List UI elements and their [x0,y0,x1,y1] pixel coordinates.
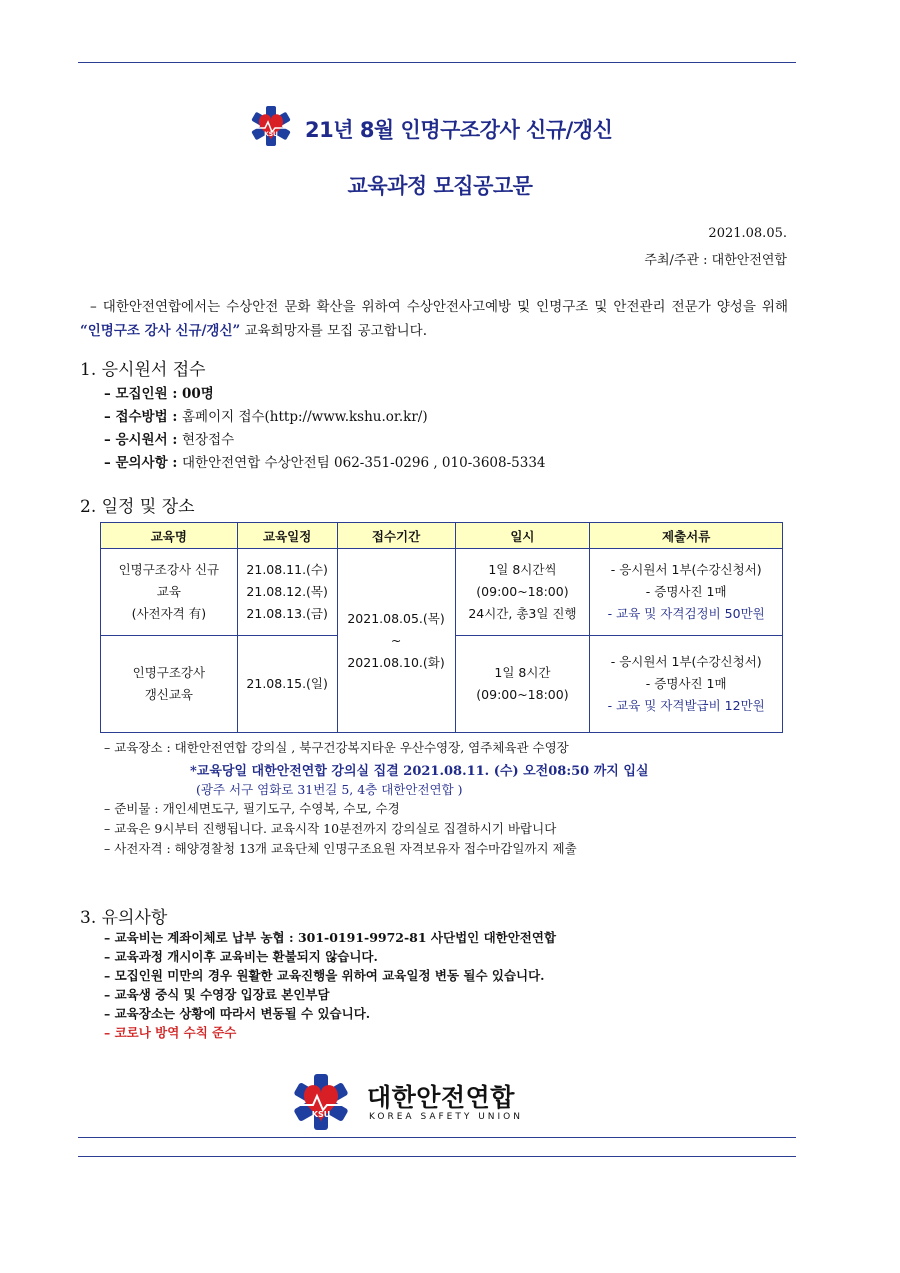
intro-paragraph [80,295,788,343]
table-header: 접수기간 [337,523,455,549]
note-gathering: *교육당일 대한안전연합 강의실 집결 2021.08.11. (수) 오전08:50 까지 입실 [190,764,649,779]
table-header: 일시 [455,523,590,549]
schedule-table [100,522,783,733]
footer-org-name: 대한안전연합 [367,1083,515,1112]
note-venue: – 교육장소 : 대한안전연합 강의실 , 북구건강복지타운 우산수영장, 염주체육관 수영장 [104,740,569,755]
note-supplies: – 준비물 : 개인세면도구, 필기도구, 수영복, 수모, 수경 [104,801,400,816]
course-dates-cell: 21.08.11.(수) 21.08.12.(목) 21.08.13.(금) [237,549,337,636]
table-header: 교육일정 [237,523,337,549]
intro-highlight: “인명구조 강사 신규/갱신” [80,323,241,339]
caution-item: – 모집인원 미만의 경우 원활한 교육진행을 위하여 교육일정 변동 될수 있습니다. [104,968,545,983]
table-header: 제출서류 [590,523,783,549]
title-block [245,104,665,146]
intro-text-before: – 대한안전연합에서는 수상안전 문화 확산을 위하여 수상안전사고예방 및 인명구조 및 안전관리 전문가 양성을 위해 [90,299,788,315]
time-cell: 1일 8시간 (09:00~18:00) [455,636,590,733]
caution-item: – 교육비는 계좌이체로 납부 농협 : 301-0191-9972-81 사단법인 대한안전연합 [104,930,557,945]
caution-item: – 교육생 중식 및 수영장 입장료 본인부담 [104,987,330,1002]
section1-item: – 문의사항 : 대한안전연합 수상안전팀 062-351-0296 , 010-3608-5334 [104,455,546,471]
note-prerequisite: – 사전자격 : 해양경찰청 13개 교육단체 인명구조요원 자격보유자 접수마감일까지 제출 [104,841,577,856]
section3-title: 3. 유의사항 [80,908,168,928]
ksu-logo-icon [285,1072,357,1132]
note-start-time: – 교육은 9시부터 진행됩니다. 교육시작 10분전까지 강의실로 집결하시기 바랍니다 [104,821,557,836]
table-row [101,549,783,636]
time-cell: 1일 8시간씩 (09:00~18:00) 24시간, 총3일 진행 [455,549,590,636]
footer-org-english: KOREA SAFETY UNION [369,1112,523,1122]
section2-title: 2. 일정 및 장소 [80,497,195,517]
period-cell: 2021.08.05.(목) ~ 2021.08.10.(화) [337,549,455,733]
docs-cell: - 응시원서 1부(수강신청서) - 증명사진 1매 - 교육 및 자격발급비 12만원 [590,636,783,733]
docs-cell: - 응시원서 1부(수강신청서) - 증명사진 1매 - 교육 및 자격검정비 50만원 [590,549,783,636]
ksu-logo-icon [245,104,297,148]
bottom-rule [78,1156,796,1157]
top-rule [78,62,796,63]
title-line2: 교육과정 모집공고문 [347,174,533,198]
course-name-cell: 인명구조강사 신규 교육 (사전자격 有) [101,549,238,636]
section1-item: – 응시원서 : 현장접수 [104,432,235,448]
host-info: 주최/주관 : 대한안전연합 [644,253,787,268]
note-address: (광주 서구 염화로 31번길 5, 4층 대한안전연합 ) [196,782,463,797]
title-line1: 21년 8월 인명구조강사 신규/갱신 [305,118,613,142]
course-dates-cell: 21.08.15.(일) [237,636,337,733]
section1-item: – 모집인원 : 00명 [104,386,214,402]
logo-text: KSU [264,131,278,138]
table-header-row [101,523,783,549]
course-name-cell: 인명구조강사 갱신교육 [101,636,238,733]
caution-item-covid: – 코로나 방역 수칙 준수 [104,1025,237,1040]
table-header: 교육명 [101,523,238,549]
section1-title: 1. 응시원서 접수 [80,360,206,380]
logo-text: KSU [311,1110,331,1119]
footer-logo [285,1072,555,1132]
section1-item: – 접수방법 : 홈페이지 접수(http://www.kshu.or.kr/) [104,409,428,425]
caution-item: – 교육장소는 상황에 따라서 변동될 수 있습니다. [104,1006,371,1021]
caution-item: – 교육과정 개시이후 교육비는 환불되지 않습니다. [104,949,378,964]
issue-date: 2021.08.05. [708,226,787,241]
bottom-rule [78,1137,796,1138]
intro-text-after: 교육희망자를 모집 공고합니다. [240,323,427,339]
